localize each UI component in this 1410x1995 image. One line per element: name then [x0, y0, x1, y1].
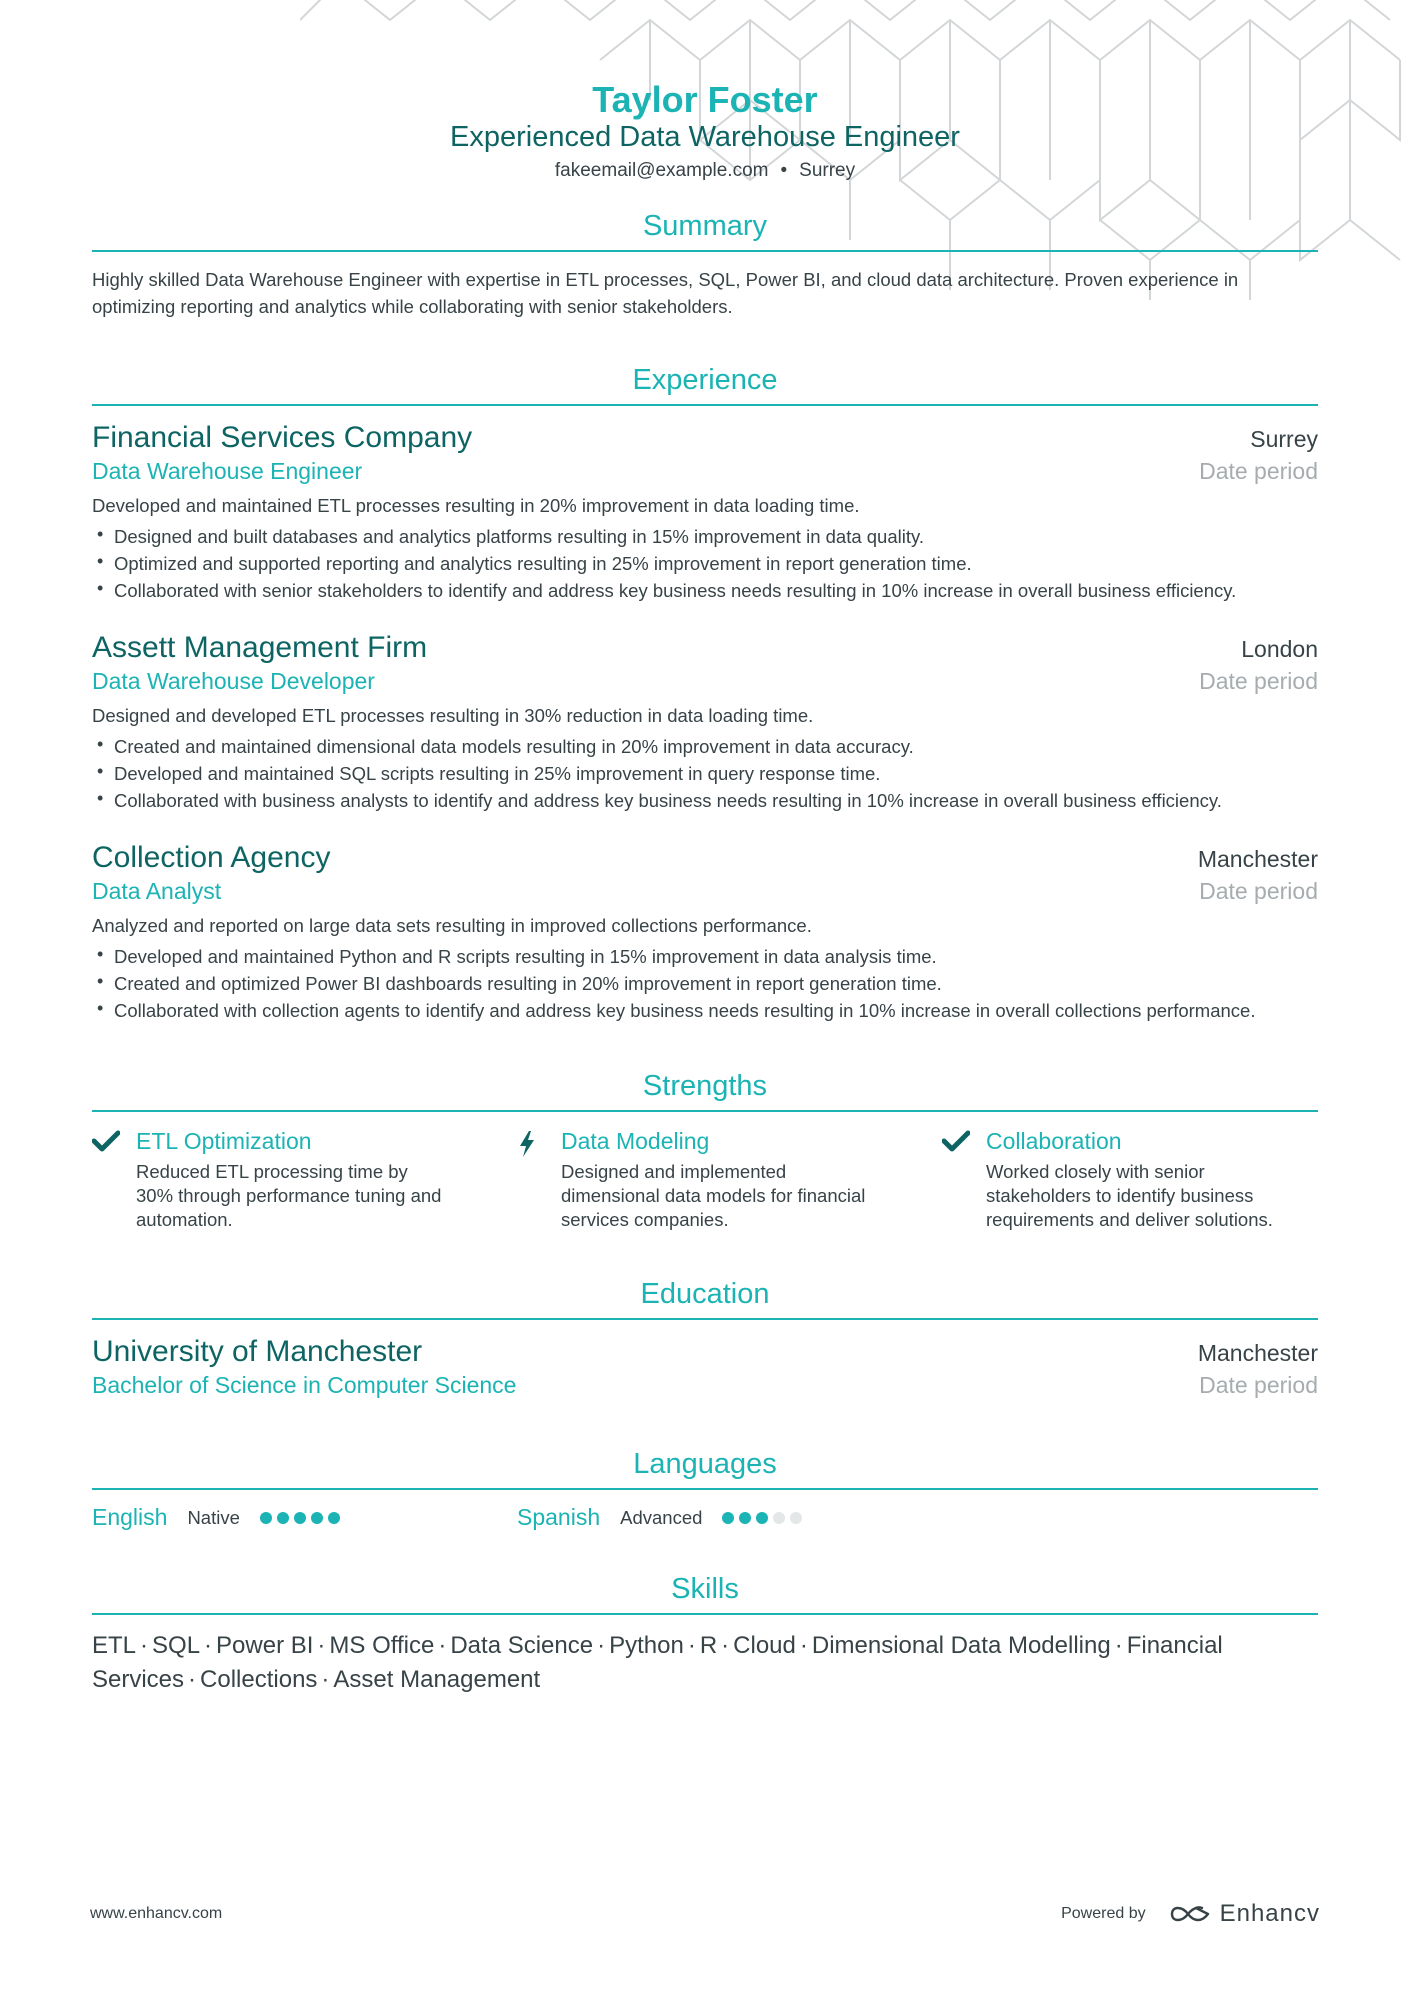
skill-separator: · [321, 1666, 330, 1693]
job-location: Surrey [1250, 426, 1318, 452]
candidate-title: Experienced Data Warehouse Engineer [450, 121, 960, 153]
skill-item: Asset Management [333, 1666, 541, 1693]
skills-section [92, 1571, 1318, 1697]
footer [90, 1900, 1320, 1928]
job-bullets [92, 523, 1318, 604]
bullet-item: • Optimized and supported reporting and analytics resulting in 25% improvement in report generation time. [92, 550, 1318, 577]
skill-separator: · [799, 1632, 808, 1659]
bullet-item: • Designed and built databases and analytics platforms resulting in 15% improvement in data quality. [92, 523, 1318, 550]
language-rating [722, 1512, 807, 1524]
language-item [92, 1504, 517, 1531]
section-heading-skills: Skills [92, 1571, 1318, 1615]
education-section [92, 1276, 1318, 1400]
rating-dot-filled [328, 1512, 340, 1524]
skill-item: MS Office [329, 1632, 435, 1659]
job-bullets [92, 733, 1318, 814]
job-description: Developed and maintained ETL processes resulting in 20% improvement in data loading time. [92, 495, 860, 516]
rating-dot-filled [739, 1512, 751, 1524]
skill-item: Python [609, 1632, 684, 1659]
bullet-item: • Collaborated with senior stakeholders to identify and address key business needs resulting in 10% increase in overall business efficiency. [92, 577, 1318, 604]
strengths-list [92, 1126, 1318, 1232]
check-icon [92, 1126, 136, 1232]
skill-separator: · [204, 1632, 213, 1659]
languages-section [92, 1446, 1318, 1531]
email[interactable]: fakeemail@example.com [554, 160, 769, 181]
skill-item: Collections [200, 1666, 318, 1693]
job-location: London [1241, 636, 1318, 662]
strength-item [942, 1126, 1318, 1232]
job-bullets [92, 943, 1318, 1024]
contact-line [92, 158, 1318, 184]
job-date: Date period [1199, 668, 1318, 694]
skill-separator: · [438, 1632, 447, 1659]
strengths-section [92, 1068, 1318, 1232]
brand-logo[interactable] [1168, 1900, 1320, 1928]
section-heading-education: Education [92, 1276, 1318, 1320]
job-role: Data Warehouse Engineer [92, 458, 363, 484]
location: Surrey [799, 160, 856, 181]
enhancv-logo-icon [1168, 1902, 1212, 1926]
lightning-icon [517, 1126, 561, 1232]
bullet-item: • Developed and maintained Python and R scripts resulting in 15% improvement in data analysis time. [92, 943, 1318, 970]
section-heading-languages: Languages [92, 1446, 1318, 1490]
strength-description: Designed and implemented dimensional data models for financial services companies. [561, 1161, 866, 1230]
rating-dot-filled [294, 1512, 306, 1524]
language-item [517, 1504, 942, 1531]
bullet-item: • Created and maintained dimensional data models resulting in 20% improvement in data accuracy. [92, 733, 1318, 760]
job-role: Data Warehouse Developer [92, 668, 375, 694]
separator-dot: • [780, 160, 788, 181]
brand-name: Enhancv [1219, 1900, 1320, 1927]
section-heading-strengths: Strengths [92, 1068, 1318, 1112]
degree: Bachelor of Science in Computer Science [92, 1372, 517, 1398]
skills-list [92, 1629, 1318, 1697]
company-name: Collection Agency [92, 841, 331, 874]
job-date: Date period [1199, 458, 1318, 484]
experience-section [92, 362, 1318, 1024]
job-description: Analyzed and reported on large data sets resulting in improved collections performance. [92, 915, 812, 936]
job-location: Manchester [1197, 846, 1318, 872]
resume-page [92, 0, 1318, 1697]
strength-item [92, 1126, 517, 1232]
skill-separator: · [317, 1632, 326, 1659]
experience-item [92, 420, 1318, 604]
strength-description: Reduced ETL processing time by 30% through performance tuning and automation. [136, 1161, 442, 1230]
skill-item: SQL [152, 1632, 201, 1659]
skill-separator: · [687, 1632, 696, 1659]
skill-separator: · [1114, 1632, 1123, 1659]
school-location: Manchester [1197, 1340, 1318, 1366]
skill-item: Cloud [733, 1632, 796, 1659]
summary-section [92, 208, 1318, 320]
candidate-name: Taylor Foster [592, 79, 818, 120]
skill-separator: · [597, 1632, 606, 1659]
language-rating [260, 1512, 345, 1524]
strength-title: Data Modeling [561, 1128, 710, 1154]
skill-item: Dimensional Data Modelling [811, 1632, 1111, 1659]
skill-separator: · [188, 1666, 197, 1693]
skill-item: Data Science [450, 1632, 594, 1659]
footer-url[interactable]: www.enhancv.com [90, 1905, 223, 1922]
languages-list [92, 1504, 1318, 1531]
skill-item: R [699, 1632, 718, 1659]
resume-header [92, 0, 1318, 184]
company-name: Financial Services Company [92, 421, 473, 454]
powered-by-label: Powered by [1061, 1905, 1146, 1922]
education-date: Date period [1199, 1372, 1318, 1398]
language-name: Spanish [517, 1504, 601, 1530]
bullet-item: • Collaborated with collection agents to identify and address key business needs resulting in 10% increase in overall collections performance. [92, 997, 1318, 1024]
experience-item [92, 840, 1318, 1024]
powered-by [1061, 1900, 1320, 1928]
strength-description: Worked closely with senior stakeholders to identify business requirements and deliver solutions. [986, 1161, 1273, 1230]
language-level: Native [187, 1506, 240, 1528]
bullet-item: • Developed and maintained SQL scripts resulting in 25% improvement in query response time. [92, 760, 1318, 787]
skill-item: Power BI [216, 1632, 314, 1659]
job-date: Date period [1199, 878, 1318, 904]
rating-dot-filled [311, 1512, 323, 1524]
section-heading-summary: Summary [92, 208, 1318, 252]
skill-separator: · [721, 1632, 730, 1659]
school-name: University of Manchester [92, 1335, 423, 1368]
job-role: Data Analyst [92, 878, 222, 904]
skill-item: Financial Services [92, 1632, 1223, 1693]
section-heading-experience: Experience [92, 362, 1318, 406]
strength-title: ETL Optimization [136, 1128, 312, 1154]
experience-item [92, 630, 1318, 814]
language-level: Advanced [620, 1506, 703, 1528]
bullet-item: • Collaborated with business analysts to identify and address key business needs resulting in 10% increase in overall business efficiency. [92, 787, 1318, 814]
strength-item [517, 1126, 942, 1232]
skill-separator: · [140, 1632, 149, 1659]
check-icon [942, 1126, 986, 1232]
rating-dot-filled [260, 1512, 272, 1524]
rating-dot-empty [790, 1512, 802, 1524]
language-name: English [92, 1504, 168, 1530]
skill-item: ETL [92, 1632, 137, 1659]
strength-title: Collaboration [986, 1128, 1122, 1154]
job-description: Designed and developed ETL processes resulting in 30% reduction in data loading time. [92, 705, 814, 726]
rating-dot-filled [756, 1512, 768, 1524]
rating-dot-empty [773, 1512, 785, 1524]
education-item [92, 1334, 1318, 1400]
rating-dot-filled [277, 1512, 289, 1524]
company-name: Assett Management Firm [92, 631, 428, 664]
rating-dot-filled [722, 1512, 734, 1524]
summary-text: Highly skilled Data Warehouse Engineer with expertise in ETL processes, SQL, Power BI, and cloud data architecture. Proven experience in optimizing reporting and analytics while collaborating with senior stakeholders. [92, 269, 1239, 317]
bullet-item: • Created and optimized Power BI dashboards resulting in 20% improvement in report generation time. [92, 970, 1318, 997]
